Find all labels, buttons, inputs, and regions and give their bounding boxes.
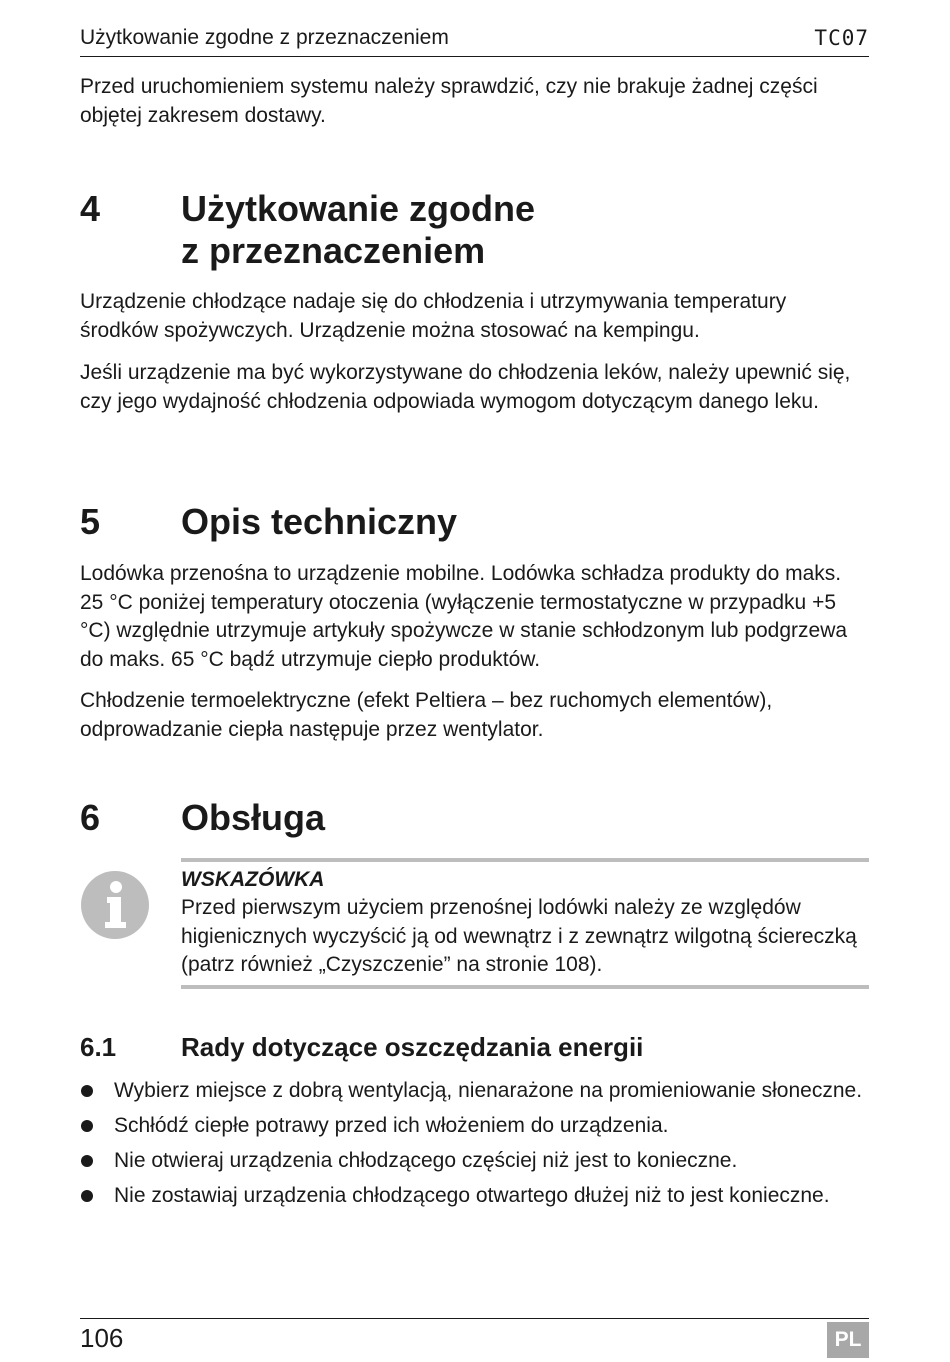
header-title: Użytkowanie zgodne z przeznaczeniem bbox=[80, 26, 449, 49]
section-5-paragraph-2: Chłodzenie termoelektryczne (efekt Peltiera – bez ruchomych elementów), odprowadzanie ciepła następuje przez wentylator. bbox=[80, 689, 773, 741]
section-title-line-1: Użytkowanie zgodne bbox=[181, 188, 536, 229]
note-box bbox=[80, 858, 869, 990]
bullet-list bbox=[80, 1077, 869, 1217]
section-title bbox=[181, 188, 861, 272]
section-number: 6 bbox=[80, 797, 101, 838]
intro-paragraph: Przed uruchomieniem systemu należy sprawdzić, czy nie brakuje żadnej części objętej zakresem dostawy. bbox=[80, 75, 818, 127]
list-item-text: Nie zostawiaj urządzenia chłodzącego otwartego dłużej niż to jest konieczne. bbox=[114, 1184, 830, 1207]
section-4-paragraph-1: Urządzenie chłodzące nadaje się do chłodzenia i utrzymywania temperatury środków spożywczych. Urządzenie można stosować na kempingu. bbox=[80, 290, 787, 342]
section-number: 6.1 bbox=[80, 1032, 117, 1062]
section-number: 5 bbox=[80, 501, 101, 542]
list-item-text: Nie otwieraj urządzenia chłodzącego częściej niż jest to konieczne. bbox=[114, 1149, 738, 1172]
note-top-rule bbox=[181, 858, 869, 862]
section-4-paragraph-2: Jeśli urządzenie ma być wykorzystywane do chłodzenia leków, należy upewnić się, czy jego wydajność chłodzenia odpowiada wymogom dotyczącym danego leku. bbox=[80, 361, 851, 413]
footer-rule bbox=[80, 1318, 869, 1319]
note-bottom-rule bbox=[181, 985, 869, 989]
section-5-paragraph-1: Lodówka przenośna to urządzenie mobilne. Lodówka schładza produkty do maks. 25 °C poniżej temperatury otoczenia (wyłączenie termostatyczne w przypadku +5 °C) względnie utrzymuje artykuły spożywcze w stanie schłodzonym lub podgrzewa do maks. 65 °C bądź utrzymuje ciepło produktów. bbox=[80, 562, 848, 671]
page-header bbox=[80, 24, 869, 57]
manual-page bbox=[80, 0, 869, 1362]
list-item bbox=[80, 1077, 869, 1106]
section-title: Obsługa bbox=[181, 797, 326, 838]
section-title: Rady dotyczące oszczędzania energii bbox=[181, 1032, 644, 1062]
list-item-text: Wybierz miejsce z dobrą wentylacją, nienarażone na promieniowanie słoneczne. bbox=[114, 1079, 863, 1102]
section-number: 4 bbox=[80, 188, 101, 229]
list-item bbox=[80, 1112, 869, 1141]
list-item bbox=[80, 1182, 869, 1211]
section-title: Opis techniczny bbox=[181, 501, 458, 542]
note-title: WSKAZÓWKA bbox=[181, 868, 325, 891]
page-number: 106 bbox=[80, 1323, 124, 1353]
language-badge: PL bbox=[827, 1322, 869, 1358]
section-title-line-2: z przeznaczeniem bbox=[181, 230, 486, 271]
info-icon bbox=[80, 870, 150, 940]
bullet-icon bbox=[81, 1120, 93, 1132]
note-text: Przed pierwszym użyciem przenośnej lodówki należy ze względów higienicznych wyczyścić ją od wewnątrz i z zewnątrz wilgotną ściereczką (patrz również „Czyszczenie” na stronie 108). bbox=[181, 896, 857, 976]
list-item bbox=[80, 1147, 869, 1176]
bullet-icon bbox=[81, 1190, 93, 1202]
header-model: TC07 bbox=[814, 26, 869, 50]
list-item-text: Schłódź ciepłe potrawy przed ich włożeniem do urządzenia. bbox=[114, 1114, 669, 1137]
bullet-icon bbox=[81, 1085, 93, 1097]
bullet-icon bbox=[81, 1155, 93, 1167]
